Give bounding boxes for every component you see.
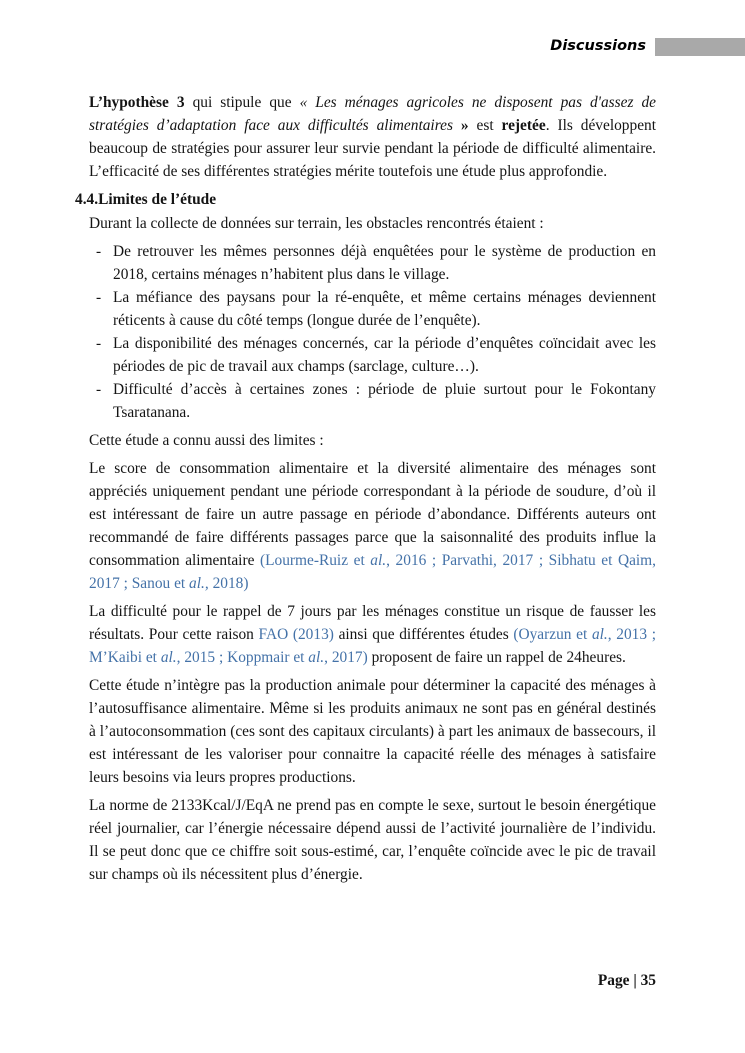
obstacle-list [89, 240, 656, 424]
paragraph-kcal-norm: La norme de 2133Kcal/J/EqA ne prend pas en compte le sexe, surtout le besoin énergétique réel journalier, car l’énergie nécessaire dépend aussi de l’activité journalière de l’individu. Il se peut donc que ce chiffre soit sous-estimé, car, l’enquête coïncide avec le pic de travail sur champs où ils nécessitent plus d’énergie. [89, 797, 656, 883]
page-number: Page | 35 [597, 972, 656, 989]
dash-bullet: - [96, 335, 102, 352]
list-item-text: La méfiance des paysans pour la ré-enquête, et même certains ménages deviennent réticents à cause du côté temps (longue durée de l’enquête). [113, 289, 656, 329]
list-item [89, 240, 656, 286]
header-decoration-bar [655, 38, 745, 56]
paragraph-limits-intro: Cette étude a connu aussi des limites : [89, 432, 324, 449]
page-body [75, 91, 656, 891]
paragraph-recall-7-days: La difficulté pour le rappel de 7 jours par les ménages constitue un risque de fausser les résultats. Pour cette raison FAO (2013) ainsi que différentes études (Oyarzun et al., 2013 ; M’Kaibi et al., 2015 ; Koppmair et al., 2017) proposent de faire un rappel de 24heures. [89, 603, 657, 666]
citation-text: (Oyarzun et [513, 626, 592, 643]
dash-bullet: - [96, 381, 102, 398]
rejected-emphasis: rejetée [501, 117, 546, 134]
dash-bullet: - [96, 289, 102, 306]
paragraph-hypothesis-3: L’hypothèse 3 qui stipule que « Les ménages agricoles ne disposent pas d'assez de stratégies d’adaptation face aux difficultés alimentaires » est rejetée. Ils développent beaucoup de stratégies pour assurer leur survie pendant la période de difficulté alimentaire. L’efficacité de ses différentes stratégies mérite toutefois une étude plus approfondie. [89, 94, 657, 180]
citation-text: (Lourme-Ruiz et [260, 552, 371, 569]
running-header [0, 36, 745, 58]
list-item-text: La disponibilité des ménages concernés, car la période d’enquêtes coïncidait avec les périodes de pic de travail aux champs (sarclage, culture…). [113, 335, 656, 375]
paragraph-food-score: Le score de consommation alimentaire et la diversité alimentaire des ménages sont appréciés uniquement pendant une période correspondant à la période de soudure, d’où il est intéressant de faire un autre passage en période d’abondance. Différents auteurs ont recommandé de faire différents passages parce que la saisonnalité des produits influe la consommation alimentaire (Lourme-Ruiz et al., 2016 ; Parvathi, 2017 ; Sibhatu et Qaim, 2017 ; Sanou et al., 2018) [89, 460, 656, 592]
dash-bullet: - [96, 243, 102, 260]
paragraph-animal-production: Cette étude n’intègre pas la production animale pour déterminer la capacité des ménages à l’autosuffisance alimentaire. Même si les produits animaux ne sont pas en général destinés à l’autoconsommation (ces sont des capitaux circulants) à part les animaux de bassecours, il est intéressant de les valoriser pour connaitre la capacité réelle des ménages à satisfaire leurs besoins via leurs propres productions. [89, 677, 656, 786]
list-item-text: De retrouver les mêmes personnes déjà enquêtées pour le système de production en 2018, certains ménages n’habitent plus dans le village. [113, 243, 656, 283]
list-item [89, 378, 656, 424]
citation-text: FAO (2013) [258, 626, 334, 643]
hypothesis-label: L’hypothèse 3 [89, 94, 185, 111]
quoted-hypothesis: « Les ménages agricoles ne disposent pas d'assez de stratégies d’adaptation face aux difficultés alimentaires [89, 94, 656, 134]
list-item-text: Difficulté d’accès à certaines zones : période de pluie surtout pour le Fokontany Tsaratanana. [113, 381, 656, 421]
section-heading-4-4: 4.4.Limites de l’étude [75, 191, 217, 208]
list-item [89, 332, 656, 378]
list-item [89, 286, 656, 332]
running-header-title: Discussions [550, 38, 646, 54]
paragraph-obstacles-intro: Durant la collecte de données sur terrain, les obstacles rencontrés étaient : [89, 215, 544, 232]
